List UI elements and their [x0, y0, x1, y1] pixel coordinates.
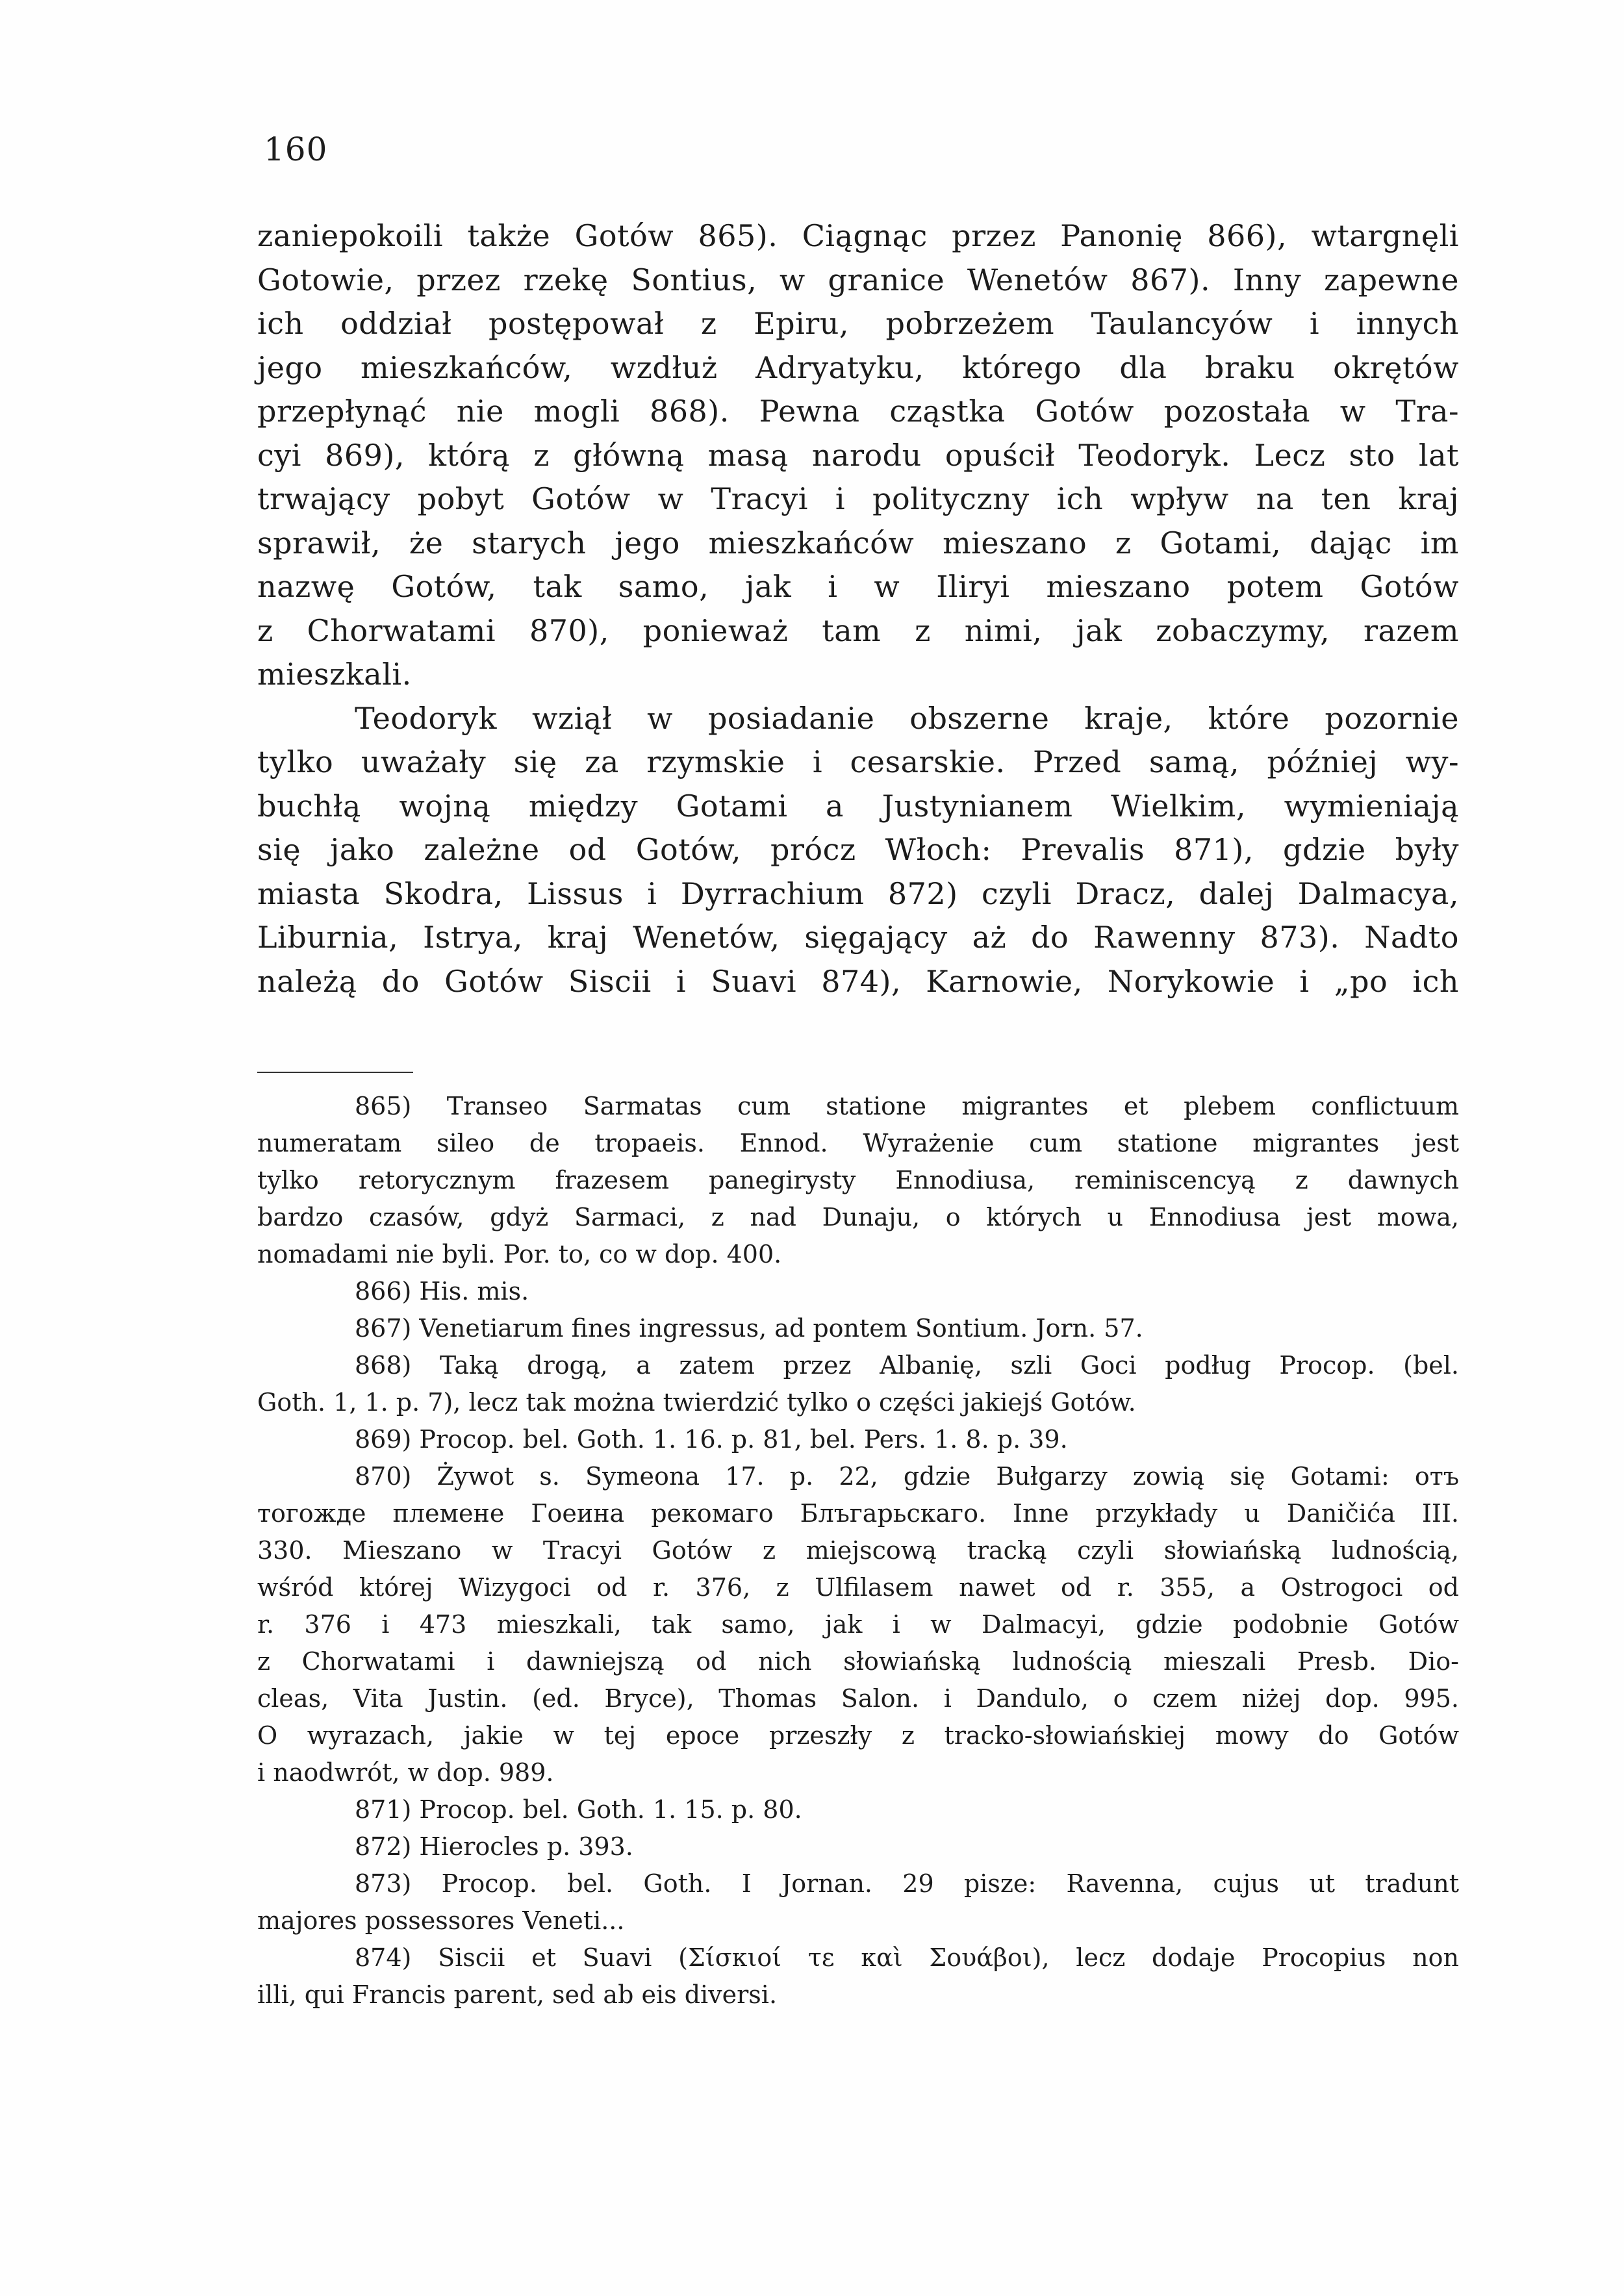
- text-line: miasta Skodra, Lissus i Dyrrachium 872) czyli Dracz, dalej Dalmacya,: [257, 876, 1459, 911]
- footnote-line: 865) Transeo Sarmatas cum statione migrantes et plebem conflictuum: [355, 1092, 1459, 1120]
- text-line: cyi 869), którą z główną masą narodu opuścił Teodoryk. Lecz sto lat: [257, 437, 1459, 473]
- footnotes: [257, 1088, 1459, 2013]
- page-number: 160: [264, 131, 328, 168]
- footnote-line: O wyrazach, jakie w tej epoce przeszły z tracko-słowiańskiej mowy do Gotów: [257, 1721, 1459, 1750]
- text-line: zaniepokoili także Gotów 865). Ciągnąc przez Panonię 866), wtargnęli: [257, 218, 1459, 253]
- footnote-line: 873) Procop. bel. Goth. I Jornan. 29 pisze: Ravenna, cujus ut tradunt: [355, 1869, 1459, 1898]
- footnote-line: 871) Procop. bel. Goth. 1. 15. p. 80.: [355, 1795, 802, 1824]
- footnote-line: 866) His. mis.: [355, 1277, 529, 1306]
- footnote-line: numeratam sileo de tropaeis. Ennod. Wyrażenie cum statione migrantes jest: [257, 1129, 1459, 1157]
- footnote-line: i naodwrót, w dop. 989.: [257, 1758, 554, 1787]
- text-line: się jako zależne od Gotów, prócz Włoch: Prevalis 871), gdzie były: [257, 832, 1459, 867]
- footnote-line: bardzo czasów, gdyż Sarmaci, z nad Dunaju, o których u Ennodiusa jest mowa,: [257, 1203, 1459, 1231]
- footnote-line: 867) Venetiarum fines ingressus, ad pontem Sontium. Jorn. 57.: [355, 1314, 1143, 1343]
- footnote-line: nomadami nie byli. Por. to, co w dop. 400.: [257, 1240, 782, 1268]
- footnote-line: 330. Mieszano w Tracyi Gotów z miejscową tracką czyli słowiańską ludnością,: [257, 1536, 1459, 1565]
- footnote-line: cleas, Vita Justin. (ed. Bryce), Thomas Salon. i Dandulo, o czem niżej dop. 995.: [257, 1684, 1459, 1713]
- footnote-line: тогожде племене Гоеина рекомаго Блъгарьскаго. Inne przykłady u Daničića III.: [257, 1499, 1459, 1528]
- text-line: należą do Gotów Siscii i Suavi 874), Karnowie, Norykowie i „po ich: [257, 963, 1459, 999]
- paragraph-start-line: Teodoryk wziął w posiadanie obszerne kraje, które pozornie: [355, 700, 1459, 736]
- text-line: sprawił, że starych jego mieszkańców mieszano z Gotami, dając im: [257, 525, 1459, 561]
- text-line: buchłą wojną między Gotami a Justynianem Wielkim, wymieniają: [257, 788, 1459, 824]
- text-line: Liburnia, Istrya, kraj Wenetów, sięgający aż do Rawenny 873). Nadto: [257, 920, 1459, 955]
- footnote-line: 870) Żywot s. Symeona 17. p. 22, gdzie Bułgarzy zowią się Gotami: отъ: [355, 1462, 1459, 1491]
- text-line: trwający pobyt Gotów w Tracyi i polityczny ich wpływ na ten kraj: [257, 481, 1459, 516]
- main-text: [257, 214, 1459, 1003]
- footnote-line: 874) Siscii et Suavi (Σίσκιοί τε καὶ Σουάβοι), lecz dodaje Procopius non: [355, 1943, 1459, 1972]
- text-line: Gotowie, przez rzekę Sontius, w granice Wenetów 867). Inny zapewne: [257, 262, 1459, 297]
- text-line: nazwę Gotów, tak samo, jak i w Iliryi mieszano potem Gotów: [257, 569, 1459, 604]
- footnote-line: Goth. 1, 1. p. 7), lecz tak można twierdzić tylko o części jakiejś Gotów.: [257, 1388, 1136, 1417]
- footnote-line: wśród której Wizygoci od r. 376, z Ulfilasem nawet od r. 355, a Ostrogoci od: [257, 1573, 1459, 1602]
- text-line: tylko uważały się za rzymskie i cesarskie. Przed samą, później wy-: [257, 744, 1459, 779]
- footnote-line: 872) Hierocles p. 393.: [355, 1832, 633, 1861]
- footnote-line: majores possessores Veneti...: [257, 1906, 625, 1935]
- footnote-line: illi, qui Francis parent, sed ab eis diversi.: [257, 1980, 778, 2009]
- text-line: jego mieszkańców, wzdłuż Adryatyku, którego dla braku okrętów: [257, 349, 1459, 385]
- footnote-line: z Chorwatami i dawniejszą od nich słowiańską ludnością mieszali Presb. Dio-: [257, 1647, 1459, 1676]
- text-line: z Chorwatami 870), ponieważ tam z nimi, jak zobaczymy, razem: [257, 612, 1459, 648]
- footnote-line: r. 376 i 473 mieszkali, tak samo, jak i w Dalmacyi, gdzie podobnie Gotów: [257, 1610, 1459, 1639]
- text-line: ich oddział postępował z Epiru, pobrzeżem Taulancyów i innych: [257, 306, 1459, 341]
- footnote-line: 869) Procop. bel. Goth. 1. 16. p. 81, bel. Pers. 1. 8. p. 39.: [355, 1425, 1068, 1454]
- footnote-line: 868) Taką drogą, a zatem przez Albanię, szli Goci podług Procop. (bel.: [355, 1351, 1459, 1380]
- footnote-separator: [257, 1072, 413, 1073]
- text-line: mieszkali.: [257, 657, 412, 692]
- text-line: przepłynąć nie mogli 868). Pewna cząstka Gotów pozostała w Tra-: [257, 394, 1459, 429]
- footnote-line: tylko retorycznym frazesem panegirysty Ennodiusa, reminiscencyą z dawnych: [257, 1166, 1459, 1194]
